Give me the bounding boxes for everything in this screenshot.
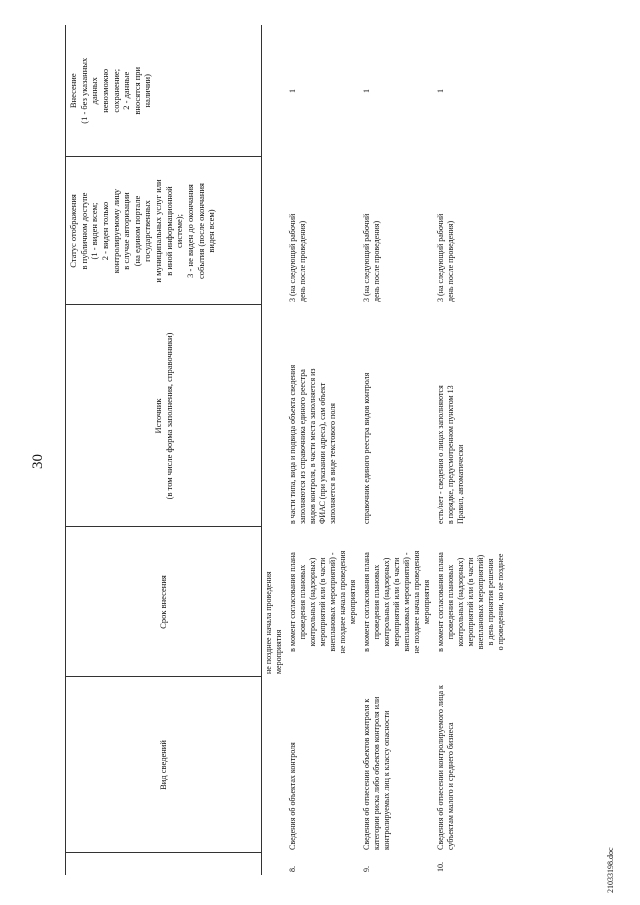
row-entry: 1 xyxy=(288,89,297,93)
footer-file-name: 21033198.doc xyxy=(606,847,615,893)
row-number: 8. xyxy=(288,866,297,872)
row-kind: Сведения об объектах контроля xyxy=(288,742,297,850)
continuation-term: не позднее начала проведения мероприятия xyxy=(264,571,283,674)
row-number: 9. xyxy=(362,866,371,872)
table-row xyxy=(360,25,434,875)
row-status: 3 (на следующий рабочий день после проведения) xyxy=(362,213,381,302)
row-term: в момент согласования плана проведения плановых контрольных (надзорных) мероприятий или (в части внеплановых мероприятий) в день принятия решения о проведении, но не позднее xyxy=(436,552,505,652)
row-status: 3 (на следующий рабочий день после проведения) xyxy=(288,213,307,302)
row-number: 10. xyxy=(436,862,445,872)
header-term: Срок внесения xyxy=(66,527,262,677)
row-source: в части типа, вида и подвида объекта сведения заполняются из справочника единого реестра видов контроля, в части места заполняется из ФИАС (при указании адреса), сам объект заполняется в виде текстового поля xyxy=(288,364,337,524)
row-term: в момент согласования плана проведения плановых контрольных (надзорных) мероприятий или (в части внеплановых мероприятий) - не позднее начала проведения мероприятия xyxy=(362,550,431,654)
row-kind: Сведения об отнесении объектов контроля к категории риска либо объектов контроля или контролируемых лиц к классу опасности xyxy=(362,696,391,850)
row-status: 3 (на следующий рабочий день после проведения) xyxy=(436,213,455,302)
header-status: Статус отображения в публичном доступе (1 - виден всем; 2 - виден только контролируемому лицу в случае авторизации (на едином портале государственных и муниципальных услуг или в иной информационной системе); 3 - не виден до окончания события (после окончания виден всем) xyxy=(66,157,262,305)
row-source: есть/нет - сведения о лицах заполняются в порядке, предусмотренном пунктом 13 Правил, автоматически xyxy=(436,385,465,524)
header-source: Источник (в том числе форма заполнения, справочники) xyxy=(66,305,262,527)
page-number: 30 xyxy=(30,454,46,469)
row-kind: Сведения об отнесении контролируемого лица к субъектам малого и среднего бизнеса xyxy=(436,685,455,850)
header-number-cell xyxy=(66,853,262,875)
row-entry: 1 xyxy=(436,89,445,93)
continuation-row xyxy=(262,25,287,875)
table-row xyxy=(434,25,508,875)
table-header-row xyxy=(66,25,262,875)
row-term: в момент согласования плана проведения плановых контрольных (надзорных) мероприятий или (в части внеплановых мероприятий) - не позднее начала проведения мероприятия xyxy=(288,550,357,654)
data-table xyxy=(65,25,508,875)
table-row xyxy=(286,25,360,875)
row-source: справочник единого реестра видов контроля xyxy=(362,372,371,524)
header-kind: Вид сведений xyxy=(66,677,262,853)
header-entry: Внесение (1 - без указанных данных невозможно сохранение; 2 - данные вносятся при наличии) xyxy=(66,25,262,157)
row-entry: 1 xyxy=(362,89,371,93)
